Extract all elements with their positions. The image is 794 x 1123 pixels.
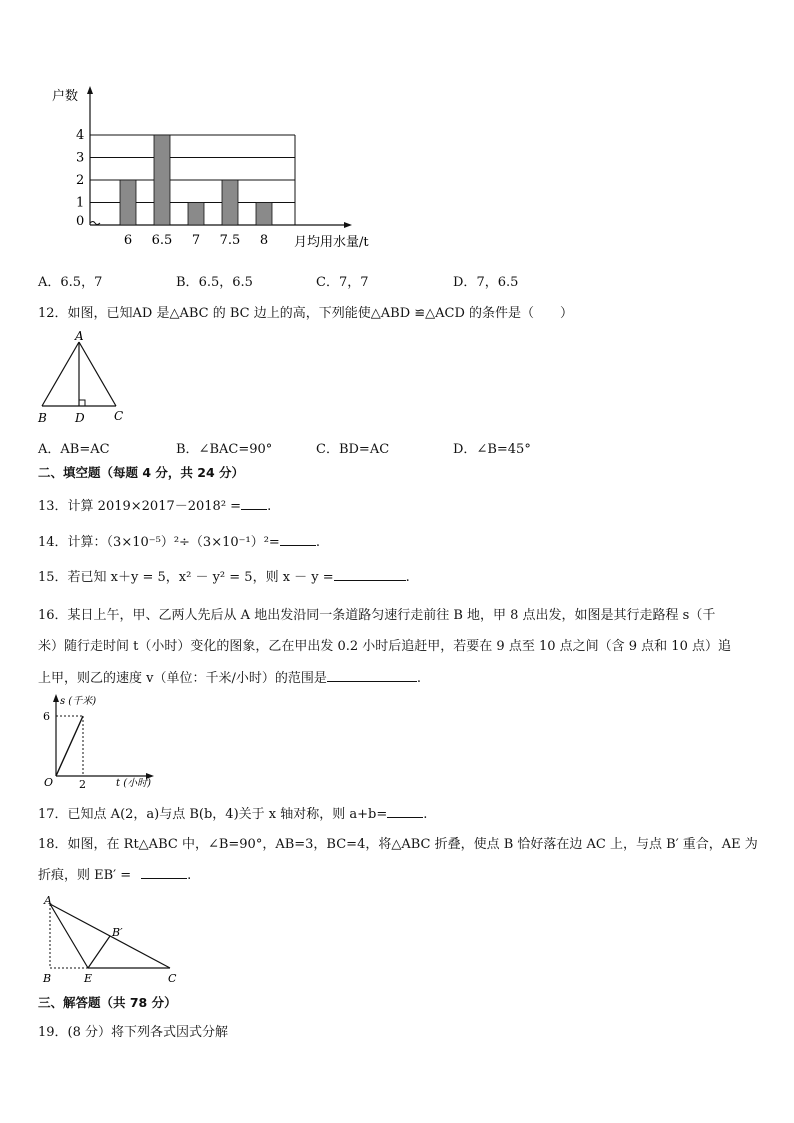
t-axis-label: t (小时) [116, 778, 151, 789]
label-E: E [84, 972, 93, 985]
q16-distance-time-graph [34, 690, 164, 790]
q15-answer-blank[interactable] [334, 568, 406, 581]
y-axis-arrow [87, 86, 93, 94]
q12-option-a[interactable]: A．AB=AC [38, 442, 110, 457]
section-fill-in-title: 二、填空题（每题 4 分，共 24 分） [38, 465, 245, 480]
x-tick-label: 7.5 [219, 233, 241, 248]
y-tick-label: 1 [76, 195, 85, 211]
bar [188, 203, 204, 226]
q16-line-3: 上甲，则乙的速度 v（单位：千米/小时）的范围是 . [38, 671, 421, 686]
q16-line-2: 米）随行走时间 t（小时）变化的图象，乙在甲出发 0.2 小时后追赶甲，若要在 9 点至 10 点之间（含 9 点和 10 点）追 [38, 639, 731, 654]
x-axis-title: 月均用水量/t [294, 235, 369, 250]
axis-break [90, 222, 100, 225]
bar [222, 180, 238, 225]
q18-line-2: 折痕，则 EB′ = . [38, 868, 192, 883]
y-tick-6: 6 [43, 710, 50, 723]
y-tick-label: 3 [76, 150, 85, 166]
q12-question: 12．如图，已知AD 是△ABC 的 BC 边上的高，下列能使△ABD ≌△ACD 的条件是（ ） [38, 306, 574, 321]
q11-option-b[interactable]: B．6.5，6.5 [176, 275, 253, 290]
s-axis-label: s (千米) [60, 696, 97, 707]
x-tick-label: 6.5 [151, 233, 173, 248]
q15-question: 15．若已知 x＋y = 5，x² － y² = 5，则 x － y = . [38, 570, 410, 585]
y-tick-label: 2 [76, 173, 85, 188]
q11-option-c[interactable]: C．7，7 [316, 275, 369, 290]
label-B: B [38, 411, 47, 425]
x-axis-arrow [344, 222, 352, 228]
section-solve-title: 三、解答题（共 78 分） [38, 995, 177, 1010]
q16-line-1: 16．某日上午，甲、乙两人先后从 A 地出发沿同一条道路匀速行走前往 B 地，甲 8 点出发，如图是其行走路程 s（千 [38, 608, 716, 623]
label-B-prime: B′ [112, 926, 123, 939]
q12-triangle-figure [34, 330, 134, 426]
q14-question: 14．计算：（3×10⁻⁵）²÷（3×10⁻¹）²= . [38, 535, 320, 550]
q12-option-b[interactable]: B．∠BAC=90° [176, 442, 273, 457]
label-A: A [75, 330, 84, 343]
water-usage-bar-chart [40, 84, 400, 254]
label-C: C [168, 972, 177, 985]
q16-answer-blank[interactable] [327, 669, 417, 682]
label-D: D [75, 411, 85, 425]
bar [256, 203, 272, 226]
x-tick-label: 7 [191, 233, 201, 248]
y-tick-label: 4 [76, 128, 85, 143]
q13-answer-blank[interactable] [241, 497, 267, 510]
bar [120, 180, 136, 225]
q18-fold-figure [38, 894, 188, 986]
x-tick-label: 6 [123, 233, 133, 248]
q17-question: 17．已知点 A(2，a)与点 B(b，4)关于 x 轴对称，则 a+b= . [38, 807, 428, 822]
origin-label: O [44, 776, 54, 789]
x-tick-2: 2 [79, 778, 86, 790]
q19-question: 19．(8 分）将下列各式因式分解 [38, 1025, 229, 1040]
q14-answer-blank[interactable] [280, 533, 316, 546]
y-tick-label: 0 [76, 214, 85, 229]
q12-option-d[interactable]: D．∠B=45° [453, 442, 531, 457]
q12-option-c[interactable]: C．BD=AC [316, 442, 390, 457]
label-C: C [114, 409, 124, 423]
q13-question: 13．计算 2019×2017－2018² = . [38, 499, 272, 514]
q18-line-1: 18．如图，在 Rt△ABC 中，∠B=90°，AB=3，BC=4，将△ABC 折叠，使点 B 恰好落在边 AC 上，与点 B′ 重合，AE 为 [38, 837, 758, 852]
q18-answer-blank[interactable] [141, 866, 187, 879]
y-axis-title: 户数 [52, 89, 79, 104]
label-B: B [43, 972, 52, 985]
bar [154, 135, 170, 225]
label-A: A [44, 894, 52, 907]
q11-option-d[interactable]: D．7，6.5 [453, 275, 519, 290]
x-tick-label: 8 [259, 233, 269, 248]
q17-answer-blank[interactable] [387, 805, 423, 818]
q11-option-a[interactable]: A．6.5，7 [38, 275, 103, 290]
